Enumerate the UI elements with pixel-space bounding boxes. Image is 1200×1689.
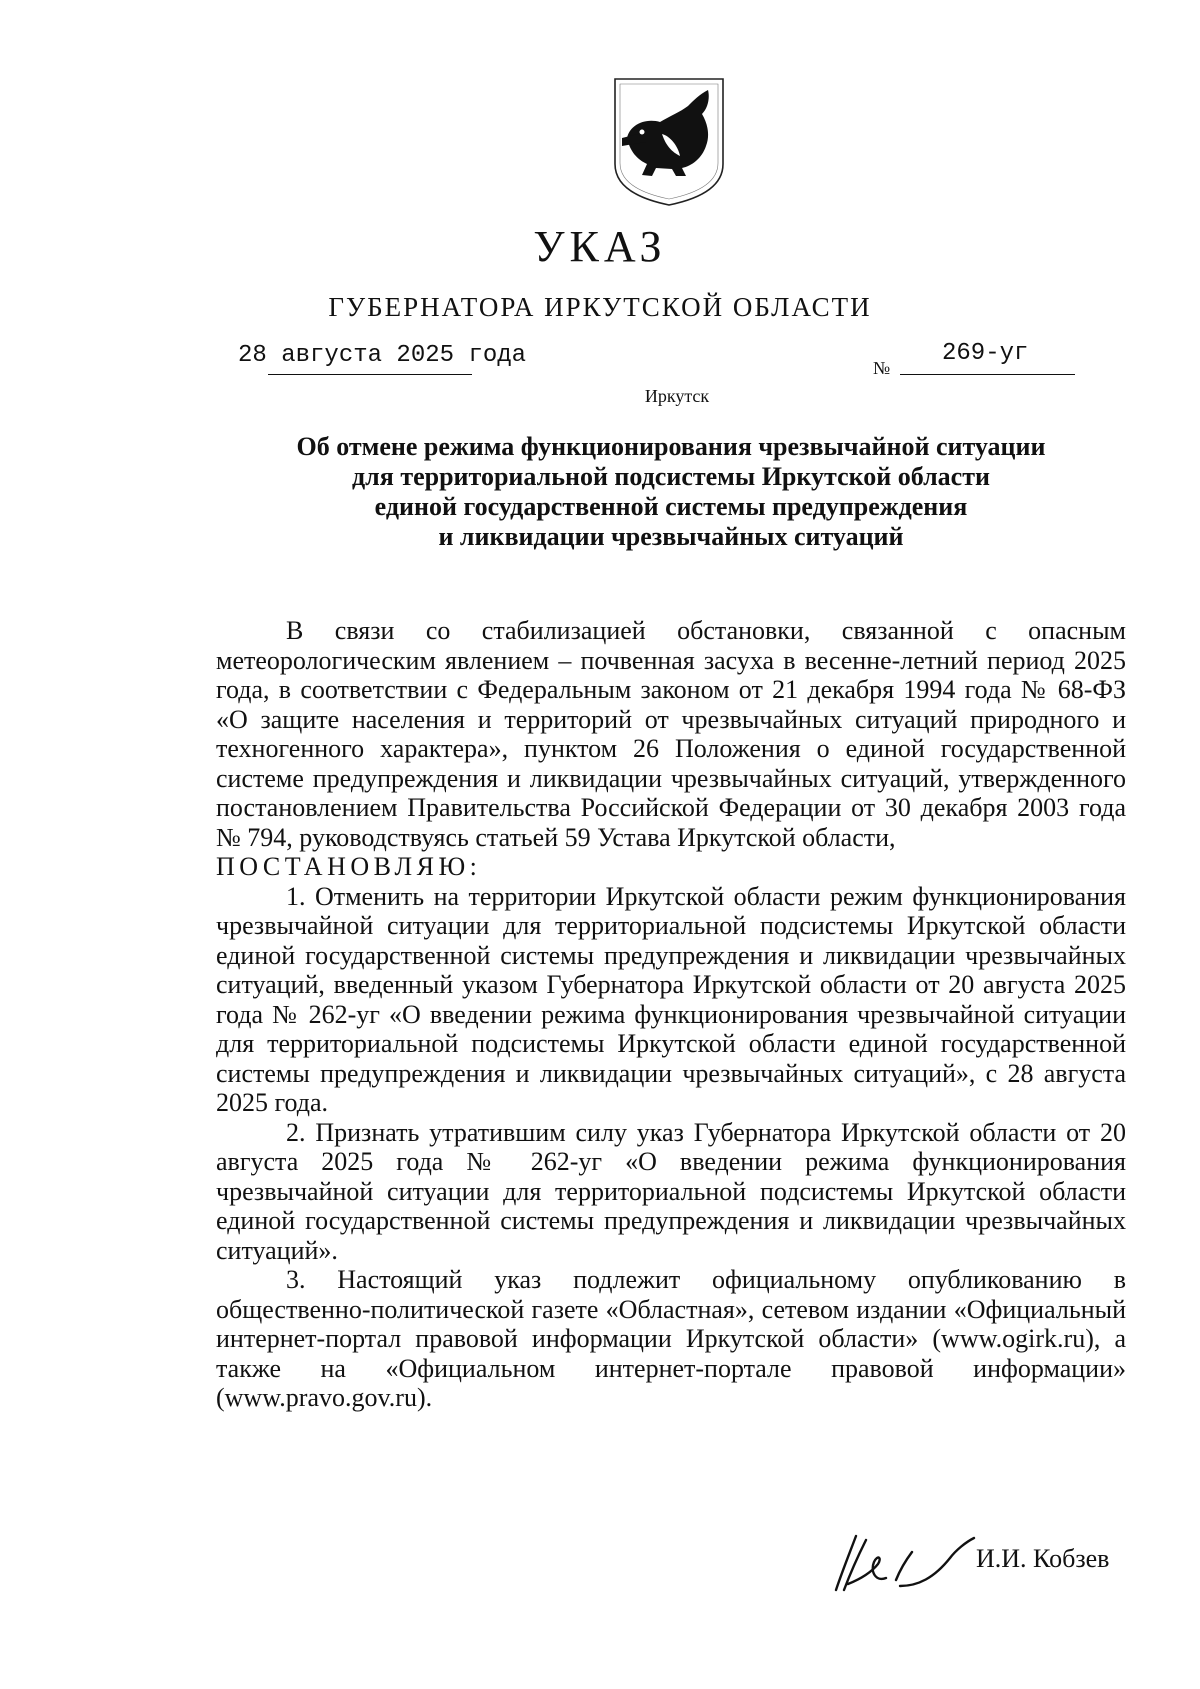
decree-title: УКАЗ <box>533 222 667 271</box>
document-heading <box>216 432 1126 552</box>
heading-line: единой государственной системы предупреждения <box>374 492 968 521</box>
decree-number: 269-уг <box>942 340 1029 367</box>
date-underline <box>268 374 472 375</box>
handwritten-signature-icon <box>826 1528 986 1596</box>
document-body <box>216 616 1126 1413</box>
heading-line: и ликвидации чрезвычайных ситуаций <box>438 522 904 551</box>
irkutsk-coat-of-arms-icon <box>612 76 726 208</box>
decree-word: ПОСТАНОВЛЯЮ: <box>216 852 482 881</box>
preamble-paragraph: В связи со стабилизацией обстановки, связанной с опасным метеорологическим явлением – почвенная засуха в весенне-летний период 2025 года, в соответствии с Федеральным законом от 21 декабря 1994 года № 68-ФЗ «О защите населения и территорий от чрезвычайных ситуаций природного и техногенного характера», пунктом 26 Положения о единой государственной системе предупреждения и ликвидации чрезвычайных ситуаций, утвержденного постановлением Правительства Российской Федерации от 30 декабря 2003 года № 794, руководствуясь статьей 59 Устава Иркутской области, <box>216 616 1126 852</box>
number-underline <box>900 374 1075 375</box>
heading-line: Об отмене режима функционирования чрезвычайной ситуации <box>296 432 1046 461</box>
item-paragraph-1: 1. Отменить на территории Иркутской области режим функционирования чрезвычайной ситуации для территориальной подсистемы Иркутской области единой государственной системы предупреждения и ликвидации чрезвычайных ситуаций, введенный указом Губернатора Иркутской области от 20 августа 2025 года № 262-уг «О введении режима функционирования чрезвычайной ситуации для территориальной подсистемы Иркутской области единой государственной системы предупреждения и ликвидации чрезвычайных ситуаций», с 28 августа 2025 года. <box>216 881 1126 1117</box>
city: Иркутск <box>644 386 710 406</box>
heading-line: для территориальной подсистемы Иркутской области <box>352 462 990 491</box>
item-paragraph-3: 3. Настоящий указ подлежит официальному опубликованию в общественно-политической газете «Областная», сетевом издании «Официальный интернет-портал правовой информации Иркутской области» (www.ogirk.ru), а также на «Официальном интернет-портале правовой информации» (www.pravo.gov.ru). <box>216 1265 1126 1412</box>
item-paragraph-2: 2. Признать утратившим силу указ Губернатора Иркутской области от 20 августа 2025 года № 262-уг «О введении режима функционирования чрезвычайной ситуации для территориальной подсистемы Иркутской области единой государственной системы предупреждения и ликвидации чрезвычайных ситуаций». <box>216 1117 1126 1265</box>
decree-subtitle: ГУБЕРНАТОРА ИРКУТСКОЙ ОБЛАСТИ <box>328 292 872 322</box>
number-sign: № <box>873 358 891 378</box>
signer-name: И.И. Кобзев <box>976 1544 1110 1573</box>
decree-date: 28 августа 2025 года <box>238 342 527 369</box>
